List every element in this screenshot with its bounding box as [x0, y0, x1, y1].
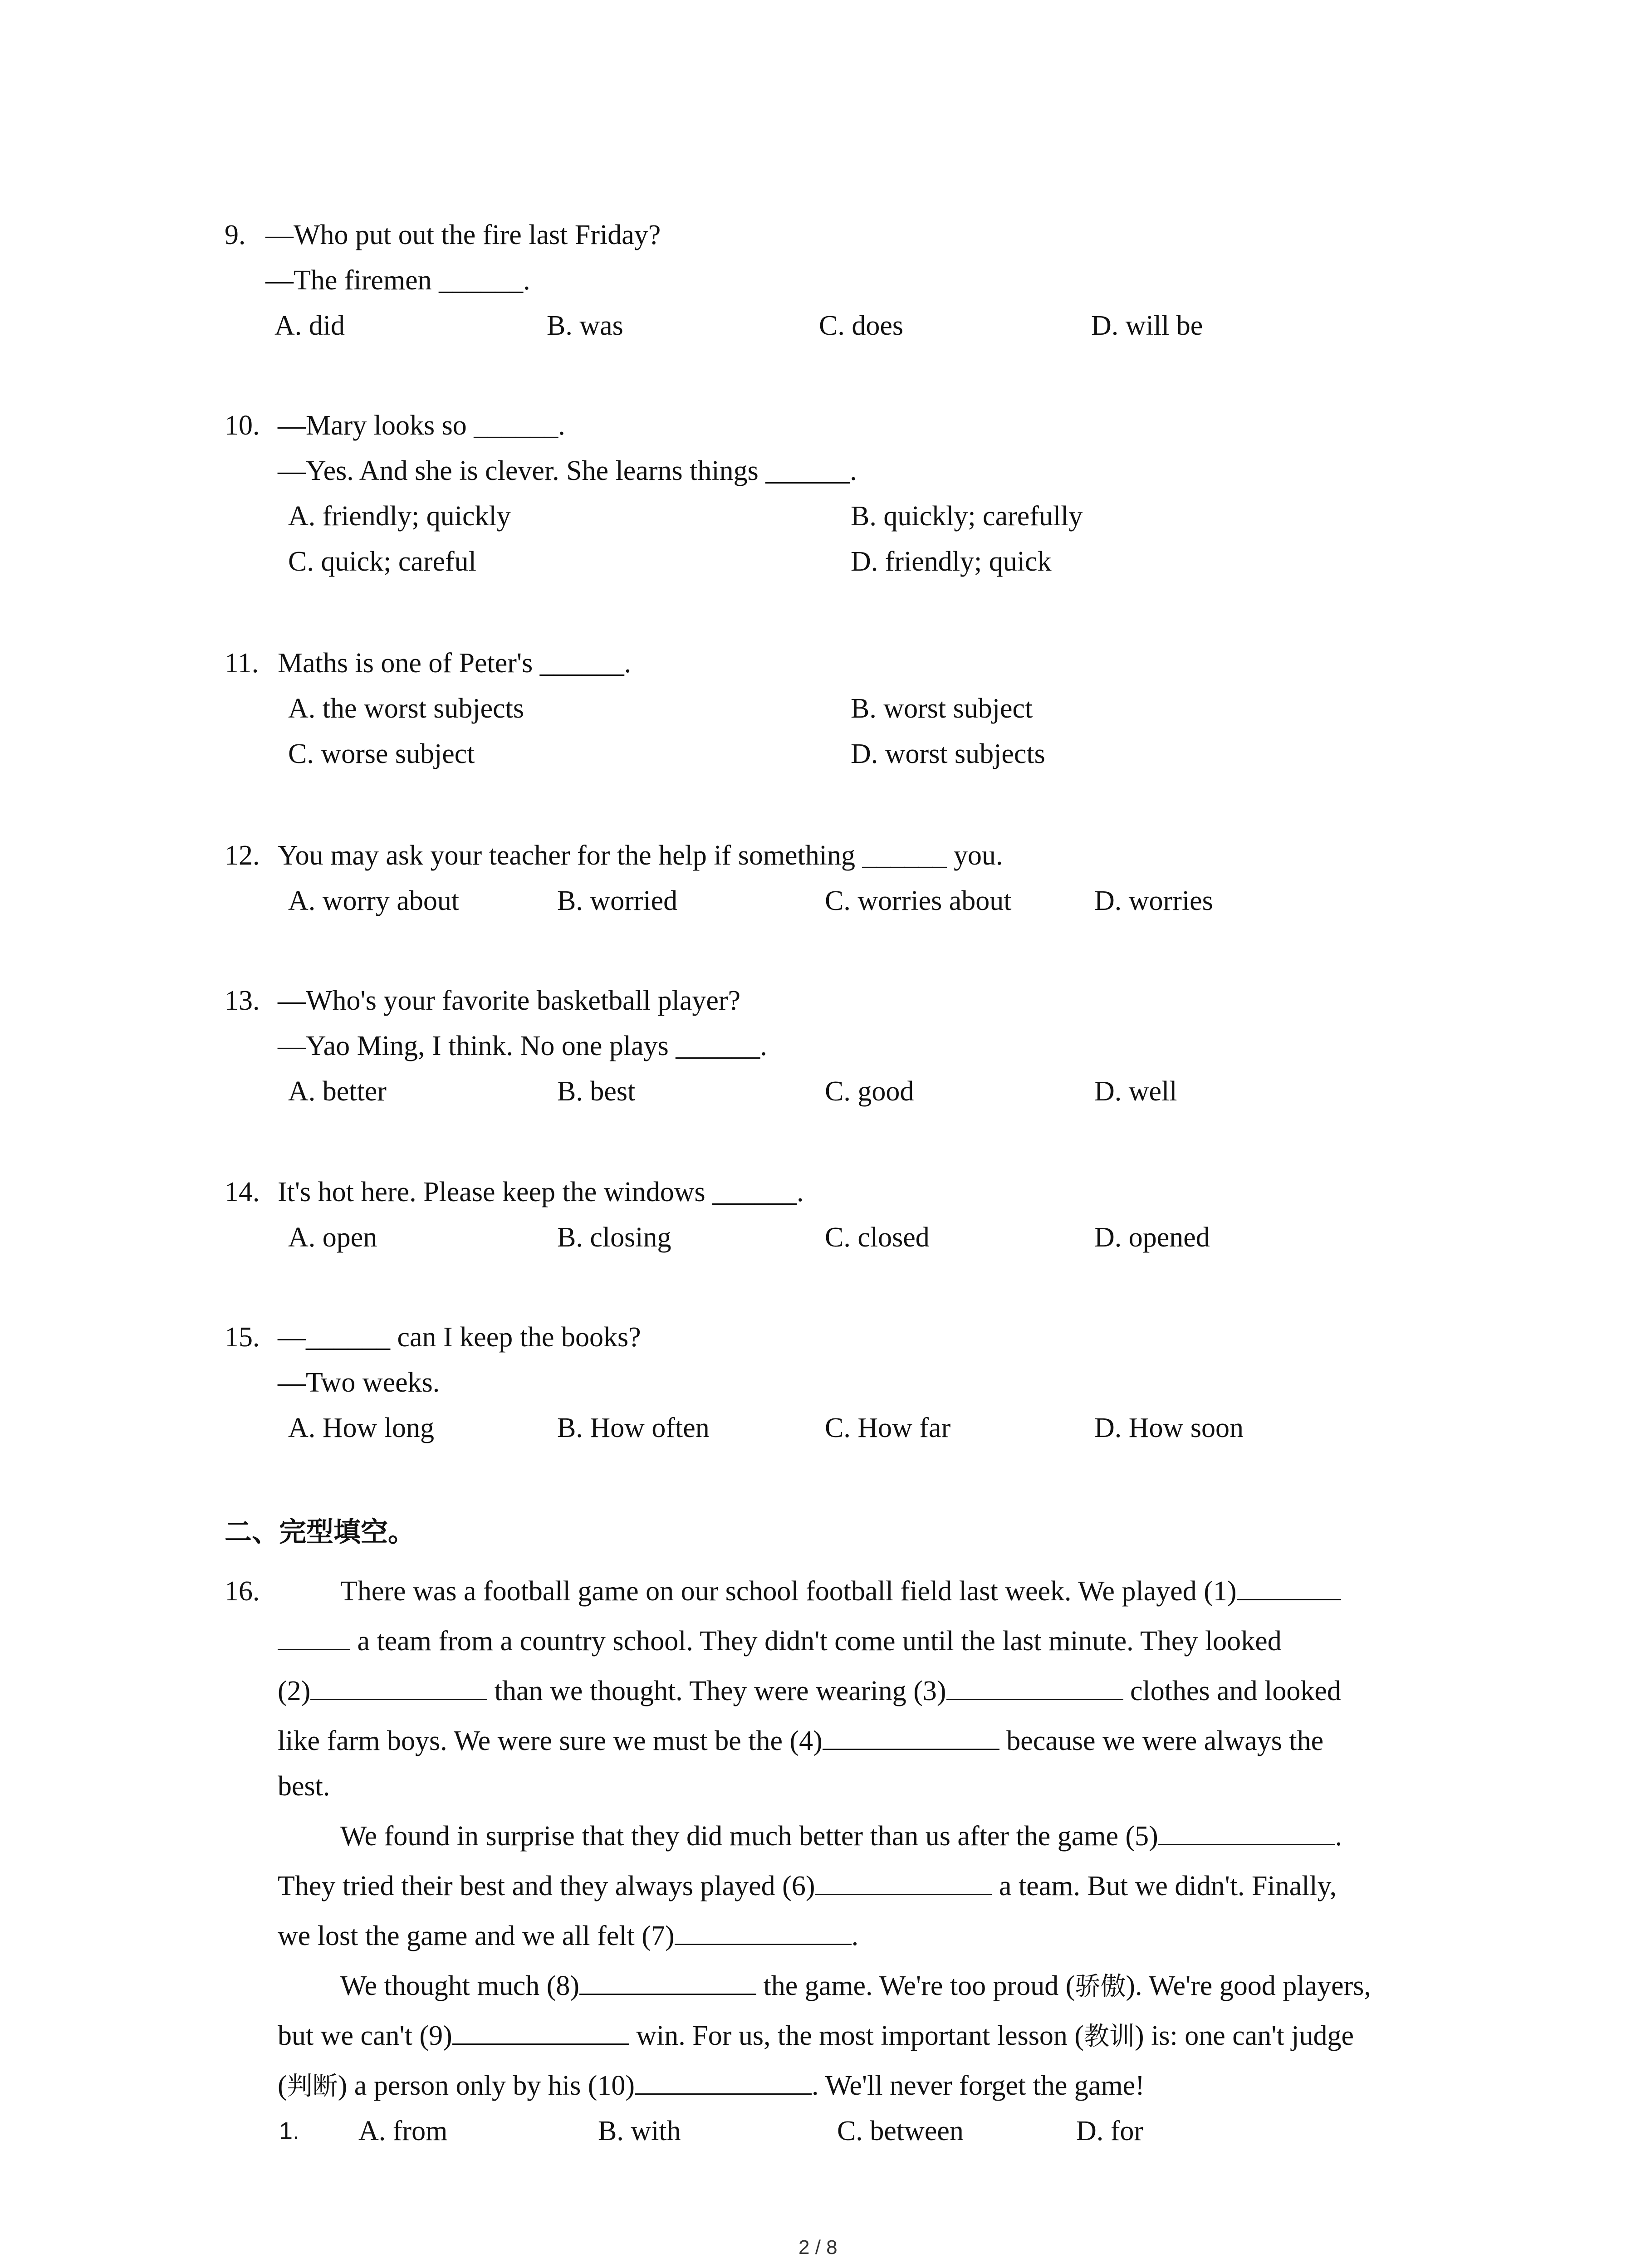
- question-number: 10.: [225, 410, 260, 441]
- question-line: Maths is one of Peter's ______.: [278, 648, 632, 679]
- question-line: —Who's your favorite basketball player?: [278, 985, 741, 1016]
- passage-text: than we thought. They were wearing (3): [494, 1676, 946, 1706]
- passage-text: We found in surprise that they did much better than us after the game (5): [340, 1821, 1158, 1852]
- passage-line: [278, 1623, 1282, 1659]
- question-line: —Yes. And she is clever. She learns things ______.: [278, 455, 857, 486]
- option-d: D. will be: [1091, 310, 1203, 341]
- blank-5: [1158, 1820, 1335, 1845]
- question-line: —Who put out the fire last Friday?: [265, 220, 661, 250]
- option-b: B. with: [598, 2116, 681, 2146]
- question-line: —Two weeks.: [278, 1367, 440, 1398]
- blank-10: [635, 2070, 812, 2095]
- passage-text: but we can't (9): [278, 2020, 452, 2051]
- option-d: D. opened: [1094, 1222, 1210, 1253]
- passage-line: [278, 1768, 330, 1804]
- option-a: A. worry about: [288, 885, 460, 916]
- sub-question-number: 1.: [279, 2117, 300, 2145]
- blank-1: [1237, 1575, 1341, 1600]
- question-line: It's hot here. Please keep the windows ______.: [278, 1177, 804, 1207]
- option-a: A. from: [358, 2116, 448, 2146]
- option-d: D. worries: [1094, 885, 1213, 916]
- option-c: C. quick; careful: [288, 546, 476, 577]
- option-a: A. How long: [288, 1413, 435, 1443]
- passage-line: [278, 1868, 1337, 1904]
- passage-text: .: [1335, 1821, 1342, 1852]
- option-a: A. open: [288, 1222, 377, 1253]
- option-c: C. does: [819, 310, 903, 341]
- question-line: —The firemen ______.: [265, 265, 530, 296]
- passage-text: They tried their best and they always played (6): [278, 1871, 815, 1901]
- question-number: 11.: [225, 648, 259, 679]
- option-b: B. was: [547, 310, 623, 341]
- page-number: 2 / 8: [798, 2236, 838, 2258]
- passage-line: [340, 1573, 1341, 1609]
- blank-8: [579, 1970, 756, 1995]
- option-c: C. worries about: [825, 885, 1012, 916]
- question-line: —Mary looks so ______.: [278, 410, 565, 441]
- option-d: D. friendly; quick: [851, 546, 1052, 577]
- option-b: B. quickly; carefully: [851, 501, 1083, 532]
- question-number: 12.: [225, 840, 260, 871]
- question-number: 16.: [225, 1576, 260, 1607]
- question-line: You may ask your teacher for the help if something ______ you.: [278, 840, 1003, 871]
- passage-text: like farm boys. We were sure we must be the (4): [278, 1725, 823, 1756]
- passage-text: the game. We're too proud (: [763, 1970, 1075, 2001]
- option-b: B. closing: [557, 1222, 671, 1253]
- option-b: B. worst subject: [851, 693, 1033, 724]
- passage-text: because we were always the: [1006, 1725, 1324, 1756]
- option-b: B. best: [557, 1076, 636, 1107]
- passage-text: .: [851, 1921, 859, 1951]
- option-a: A. friendly; quickly: [288, 501, 511, 532]
- option-d: D. worst subjects: [851, 738, 1045, 769]
- question-number: 9.: [225, 220, 246, 250]
- option-b: B. worried: [557, 885, 678, 916]
- passage-line: [278, 1723, 1323, 1759]
- passage-text: ). We're good players,: [1126, 1970, 1371, 2001]
- passage-line: [340, 1968, 1371, 2005]
- option-d: D. How soon: [1094, 1413, 1244, 1443]
- option-c: C. between: [837, 2116, 964, 2146]
- blank-1-cont: [278, 1625, 350, 1650]
- blank-3: [946, 1675, 1123, 1700]
- passage-text: a team from a country school. They didn't come until the last minute. They looked: [357, 1626, 1282, 1657]
- question-line: —Yao Ming, I think. No one plays ______.: [278, 1031, 767, 1061]
- passage-text: a team. But we didn't. Finally,: [999, 1871, 1337, 1901]
- section-heading: 二、完型填空。: [225, 1516, 415, 1548]
- option-a: A. the worst subjects: [288, 693, 524, 724]
- question-line: —______ can I keep the books?: [278, 1322, 641, 1353]
- option-c: C. good: [825, 1076, 914, 1107]
- question-number: 13.: [225, 985, 260, 1016]
- option-d: D. for: [1076, 2116, 1144, 2146]
- blank-9: [452, 2020, 629, 2045]
- passage-text: 骄傲: [1075, 1972, 1126, 2001]
- passage-text: best.: [278, 1771, 330, 1802]
- question-number: 15.: [225, 1322, 260, 1353]
- passage-text: ) a person only by his (10): [338, 2070, 635, 2101]
- passage-text: clothes and looked: [1130, 1676, 1341, 1706]
- passage-line: [278, 1918, 858, 1954]
- passage-text: we lost the game and we all felt (7): [278, 1921, 675, 1951]
- blank-7: [675, 1920, 852, 1945]
- passage-text: ) is: one can't judge: [1135, 2020, 1354, 2051]
- blank-6: [815, 1870, 992, 1895]
- passage-line: [278, 2068, 1145, 2105]
- question-number: 14.: [225, 1177, 260, 1207]
- option-c: C. How far: [825, 1413, 951, 1443]
- passage-text: (: [278, 2070, 287, 2101]
- option-c: C. closed: [825, 1222, 930, 1253]
- option-a: A. did: [274, 310, 345, 341]
- passage-text: . We'll never forget the game!: [812, 2070, 1145, 2101]
- passage-text: win. For us, the most important lesson (: [636, 2020, 1084, 2051]
- passage-text: There was a football game on our school football field last week. We played (1): [340, 1576, 1237, 1607]
- passage-line: [340, 1818, 1342, 1854]
- option-d: D. well: [1094, 1076, 1177, 1107]
- passage-text: 教训: [1084, 2022, 1135, 2051]
- option-c: C. worse subject: [288, 738, 475, 769]
- passage-line: [278, 2018, 1354, 2055]
- passage-text: We thought much (8): [340, 1970, 580, 2001]
- passage-line: [278, 1673, 1341, 1709]
- option-b: B. How often: [557, 1413, 710, 1443]
- option-a: A. better: [288, 1076, 387, 1107]
- passage-text: 判断: [287, 2072, 338, 2101]
- blank-2: [310, 1675, 487, 1700]
- blank-4: [823, 1725, 999, 1750]
- passage-text: (2): [278, 1676, 311, 1706]
